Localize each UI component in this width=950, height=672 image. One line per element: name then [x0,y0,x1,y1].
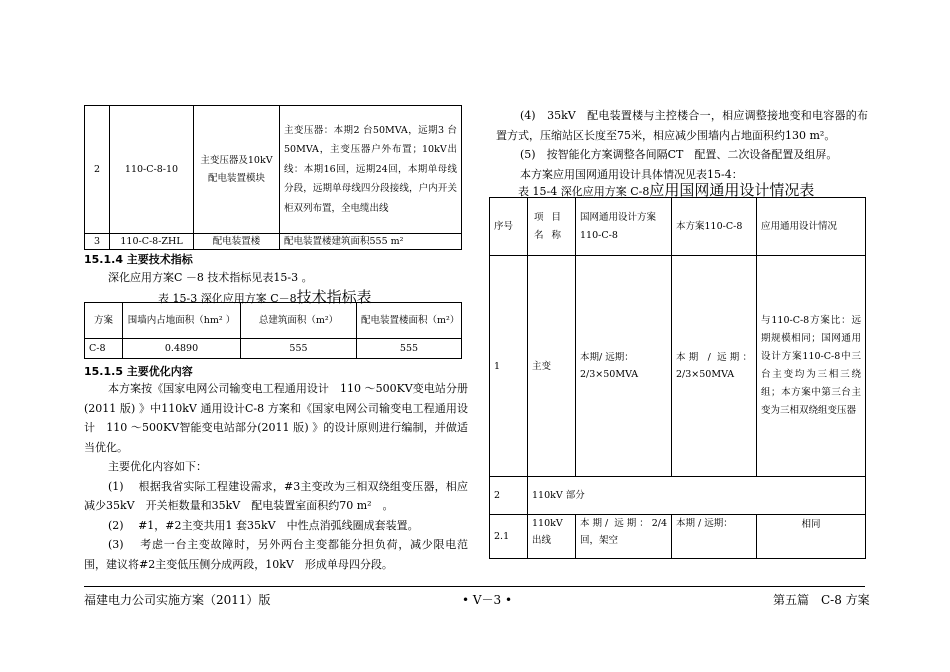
paragraph: (4) 35kV 配电装置楼与主控楼合一，相应调整接地变和电容器的布置方式，压缩站区长度至75米，相应减少围墙内占地面积约130 m²。 [496,109,868,142]
header-no: 序号 [490,198,528,256]
paragraph: (3) 考虑一台主变故障时，另外两台主变都能分担负荷，减少限电范围，建议将#2主变低压侧分成两段，10kV 形成单母四分段。 [84,538,468,571]
right-column-text [496,106,868,184]
caption-big: 应用国网通用设计情况表 [649,181,815,199]
cell-scheme: C-8 [85,339,123,359]
heading-15-1-5: 15.1.5 主要优化内容 [84,365,193,378]
header-scheme: 方案 [85,303,123,339]
cell-no: 2 [85,106,110,234]
cell-code: 110-C-8-10 [110,106,194,234]
section-15-1-5-body [84,379,468,574]
table-row [85,234,462,250]
cell-application: 相同 [757,515,866,559]
caption-small: 表 15-4 深化应用方案 C-8 [518,185,650,198]
paragraph: (5) 按智能化方案调整各间隔CT 配置、二次设备配置及组屏。 [520,148,838,161]
cell-item-name: 主变 [528,256,576,477]
header-device-building-area: 配电装置楼面积（m²） [357,303,462,339]
cell-this-scheme: 本期 / 远期：2/3×50MVA [672,256,757,477]
table-row [490,256,866,477]
cell-this-scheme: 本期 / 远期： [672,515,757,559]
paragraph: 本方案应用国网通用设计具体情况见表15-4： [520,167,743,181]
header-building-area: 总建筑面积（m²） [241,303,357,339]
cell-no: 2.1 [490,515,528,559]
table-row [490,477,866,515]
cell-application: 与110-C-8方案比：远期规模相同；国网通用设计方案110-C-8中三台主变均为三相三绕组；本方案中第三台主变为三相双绕组变压器 [757,256,866,477]
table-row [85,339,462,359]
table-15-3 [84,302,462,359]
cell-item-name: 110kV出线 [528,515,576,559]
header-land-area: 围墙内占地面积（hm² ） [123,303,241,339]
table-scheme-modules [84,105,462,250]
header-national-scheme: 国网通用设计方案110-C-8 [576,198,672,256]
cell-national-scheme: 本期/ 远期：2/4 回，架空 [576,515,672,559]
table-15-4 [489,197,866,559]
header-application: 应用通用设计情况 [757,198,866,256]
cell-item: 配电装置楼 [194,234,280,250]
cell-desc: 主变压器：本期2 台50MVA，远期3 台50MVA，主变压器户外布置；10kV出线：本期16回，远期24回，本期单母线分段，远期单母线四分段接线，户内开关柜双列布置，全电缆出线 [280,106,462,234]
cell-item: 主变压器及10kV配电装置模块 [194,106,280,234]
table-row [85,106,462,234]
cell-desc: 配电装置楼建筑面积555 m² [280,234,462,250]
footer-right: 第五篇 C-8 方案 [773,593,870,607]
paragraph: 本方案按《国家电网公司输变电工程通用设计 110 ～500KV变电站分册(2011 版) 》中110kV 通用设计C-8 方案和《国家电网公司输变电工程通用设计 110 ～500KV智能变电站部分(2011 版) 》的设计原则进行编制，并做适当优化。 [84,382,468,454]
cell-land-area: 0.4890 [123,339,241,359]
heading-15-1-4: 15.1.4 主要技术指标 [84,253,193,266]
header-this-scheme: 本方案110-C-8 [672,198,757,256]
cell-device-building-area: 555 [357,339,462,359]
cell-no: 3 [85,234,110,250]
table-header-row [490,198,866,256]
table-header-row [85,303,462,339]
cell-no: 1 [490,256,528,477]
footer-rule [84,586,865,587]
paragraph: 主要优化内容如下： [108,460,207,473]
cell-no: 2 [490,477,528,515]
cell-building-area: 555 [241,339,357,359]
page-number: • Ⅴ－3 • [462,593,513,607]
footer-left: 福建电力公司实施方案（2011）版 [84,593,271,607]
header-item-name: 项目名称 [528,198,576,256]
table-row [490,515,866,559]
caption-big: 技术指标表 [296,288,372,306]
paragraph: (2) #1，#2主变共用1 套35kV 中性点消弧线圈成套装置。 [108,518,419,532]
cell-national-scheme: 本期/ 远期：2/3×50MVA [576,256,672,477]
paragraph: (1) 根据我省实际工程建设需求，#3主变改为三相双绕组变压器，相应减少35kV 开关柜数量和35kV 配电装置室面积约70 m² 。 [84,479,468,512]
cell-code: 110-C-8-ZHL [110,234,194,250]
intro-15-3: 深化应用方案C －8 技术指标见表15-3 。 [108,271,313,284]
cell-item-name: 110kV 部分 [528,477,866,515]
caption-small: 表 15-3 深化应用方案 C－8 [158,292,297,305]
